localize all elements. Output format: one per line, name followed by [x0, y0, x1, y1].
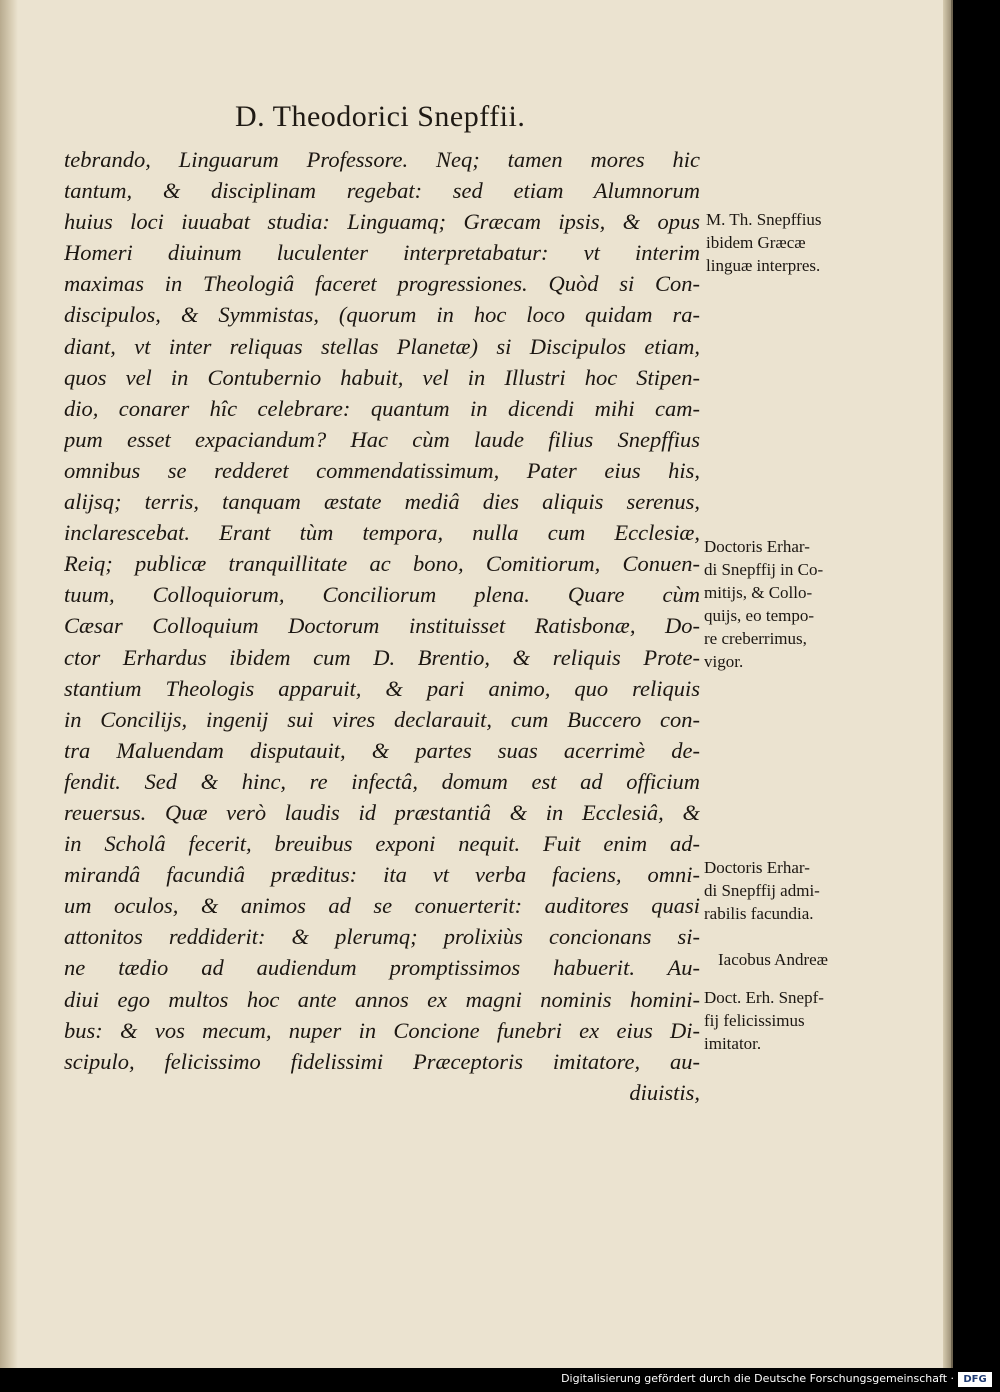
dfg-logo: DFG — [958, 1372, 992, 1387]
text-line: diui ego multos hoc ante annos ex magni nominis homini- — [64, 986, 700, 1012]
margin-note — [704, 856, 820, 925]
text-line: stantium Theologis apparuit, & pari animo, quo reliquis — [64, 675, 700, 701]
margin-note — [704, 986, 824, 1055]
margin-note-line: fij felicissimus — [704, 1011, 805, 1030]
text-line: Homeri diuinum luculenter interpretabatur: vt interim — [64, 240, 700, 266]
text-line: ctor Erhardus ibidem cum D. Brentio, & reliquis Prote- — [64, 644, 700, 670]
margin-note-line: re creberrimus, — [704, 629, 807, 648]
margin-note-line: Doct. Erh. Snepf- — [704, 988, 824, 1007]
margin-note-line: Iacobus Andreæ — [718, 950, 829, 969]
text-line: mirandâ facundiâ præditus: ita vt verba faciens, omni- — [64, 862, 700, 888]
margin-note-line: rabilis facundia. — [704, 904, 814, 923]
text-line: diant, vt inter reliquas stellas Planetæ) si Discipulos etiam, — [64, 333, 700, 359]
margin-note-line: di Snepffij admi- — [704, 881, 820, 900]
text-line: bus: & vos mecum, nuper in Concione funebri ex eius Di- — [64, 1017, 700, 1043]
text-line: huius loci iuuabat studia: Linguamq; Græcam ipsis, & opus — [64, 209, 700, 235]
text-line: alijsq; terris, tanquam æstate mediâ dies aliquis serenus, — [64, 489, 700, 515]
text-line: Reiq; publicæ tranquillitate ac bono, Comitiorum, Conuen- — [64, 551, 700, 577]
text-line: maximas in Theologiâ faceret progressiones. Quòd si Con- — [64, 271, 700, 297]
body-text — [64, 144, 700, 1108]
text-line: ne tædio ad audiendum promptissimos habuerit. Au- — [64, 955, 700, 981]
margin-note-line: Doctoris Erhar- — [704, 537, 810, 556]
text-line: Cæsar Colloquium Doctorum instituisset Ratisbonæ, Do- — [64, 613, 700, 639]
text-line: dio, conarer hîc celebrare: quantum in dicendi mihi cam- — [64, 395, 700, 421]
text-line: tra Maluendam disputauit, & partes suas acerrimè de- — [64, 737, 700, 763]
text-line: attonitos reddiderit: & plerumq; prolixiùs concionans si- — [64, 924, 700, 950]
catchword: diuistis, — [629, 1079, 700, 1105]
margin-note — [704, 535, 823, 673]
text-line: um oculos, & animos ad se conuerterit: auditores quasi — [64, 893, 700, 919]
text-line: omnibus se redderet commendatissimum, Pater eius his, — [64, 457, 700, 483]
margin-note — [706, 208, 822, 277]
page-gutter — [0, 0, 18, 1368]
margin-note-line: ibidem Græcæ — [706, 233, 806, 252]
margin-note-line: vigor. — [704, 652, 744, 671]
text-line: inclarescebat. Erant tùm tempora, nulla cum Ecclesiæ, — [64, 520, 700, 546]
text-line: tuum, Colloquiorum, Conciliorum plena. Quare cùm — [64, 582, 700, 608]
text-line: discipulos, & Symmistas, (quorum in hoc loco quidam ra- — [64, 302, 700, 328]
running-head: D. Theodorici Snepffii. — [235, 100, 526, 133]
margin-note-line: linguæ interpres. — [706, 256, 821, 275]
margin-note-line: Doctoris Erhar- — [704, 858, 810, 877]
margin-note-line: mitijs, & Collo- — [704, 583, 813, 602]
page-edge — [943, 0, 951, 1368]
footer-bar — [0, 1368, 1000, 1392]
margin-note-line: quijs, eo tempo- — [704, 606, 815, 625]
text-line: tebrando, Linguarum Professore. Neq; tamen mores hic — [64, 147, 700, 172]
margin-note-line: M. Th. Snepffius — [706, 210, 822, 229]
margin-note-line: imitator. — [704, 1034, 762, 1053]
margin-note — [718, 948, 828, 971]
text-line: in Concilijs, ingenij sui vires declarauit, cum Buccero con- — [64, 706, 700, 732]
text-line: fendit. Sed & hinc, re infectâ, domum est ad officium — [64, 768, 700, 794]
text-line: quos vel in Contubernio habuit, vel in Illustri hoc Stipen- — [64, 364, 700, 390]
margin-note-line: di Snepffij in Co- — [704, 560, 824, 579]
text-line: pum esset expaciandum? Hac cùm laude filius Snepffius — [64, 426, 700, 452]
text-line: reuersus. Quæ verò laudis id præstantiâ & in Ecclesiâ, & — [64, 799, 700, 825]
text-line: scipulo, felicissimo fidelissimi Præceptoris imitatore, au- — [64, 1048, 700, 1074]
text-line: tantum, & disciplinam regebat: sed etiam Alumnorum — [64, 178, 700, 204]
footer-credit: Digitalisierung gefördert durch die Deutsche Forschungsgemeinschaft · — [561, 1372, 954, 1385]
text-line: in Scholâ fecerit, breuibus exponi nequit. Fuit enim ad- — [64, 831, 700, 857]
